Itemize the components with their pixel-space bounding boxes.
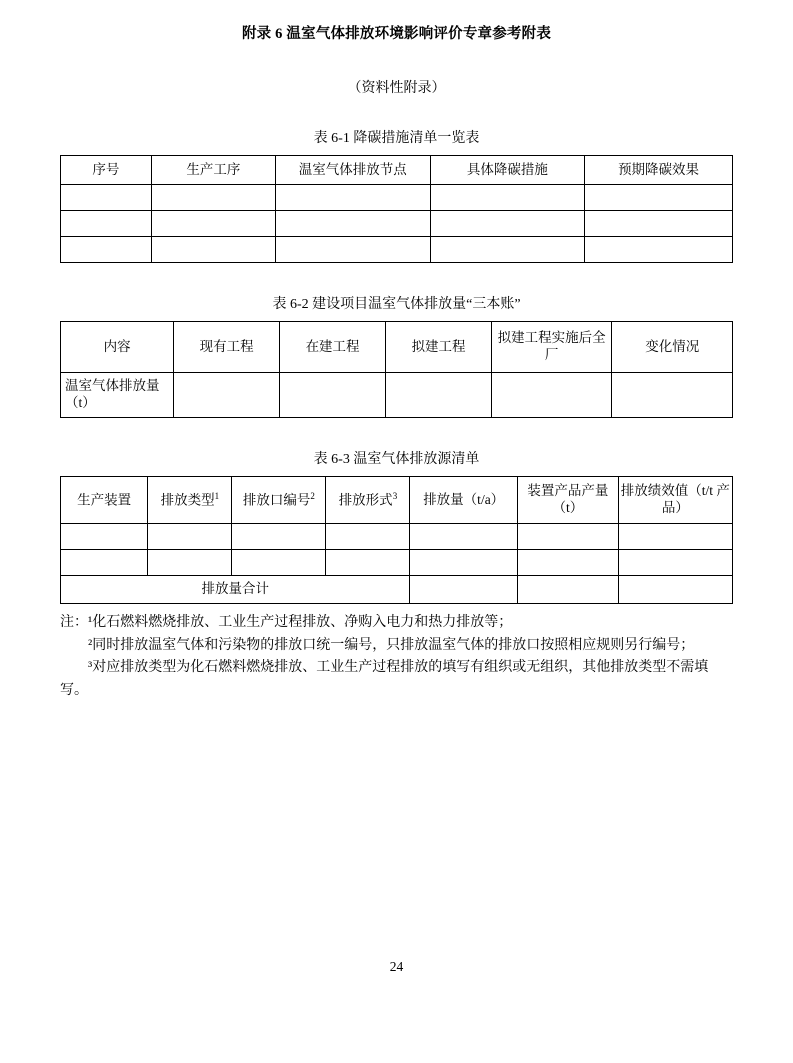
table-header-cell: 预期降碳效果 [585,156,733,185]
table-cell [585,211,733,237]
table-6-2-caption: 表 6-2 建设项目温室气体排放量“三本账” [272,297,521,312]
table-cell [410,576,518,604]
table-cell [491,373,612,418]
table-row [61,477,733,524]
table-cell [61,237,152,263]
table-header-cell: 温室气体排放节点 [276,156,431,185]
table-6-3-caption: 表 6-3 温室气体排放源清单 [313,452,480,467]
table-cell [326,550,410,576]
table-header-cell: 现有工程 [174,322,280,373]
header-text: 排放类型 [160,492,215,508]
header-text: 排放形式 [338,492,393,508]
table-cell [410,550,518,576]
header-footnote-marker: 1 [214,490,220,501]
table-cell [386,373,492,418]
table-header-cell [148,477,232,524]
table-6-2 [60,321,733,418]
table-row [61,550,733,576]
table-cell [410,524,518,550]
table-cell [618,576,732,604]
table-cell [430,211,585,237]
table-cell [517,550,618,576]
table-cell [517,524,618,550]
table-row-label: 温室气体排放量（t） [61,373,174,418]
table-row [61,185,733,211]
header-text: 生产装置 [77,492,132,508]
table-total-label: 排放量合计 [61,576,410,604]
table-cell [618,550,732,576]
table-header-cell: 序号 [61,156,152,185]
table-cell [148,550,232,576]
table-header-cell: 排放绩效值（t/t 产品） [618,477,732,524]
table-6-1 [60,155,733,263]
table-row [61,524,733,550]
footnote-3: ³对应排放类型为化石燃料燃烧排放、工业生产过程排放的填写有组织或无组织，其他排放类型不需填写。 [60,660,709,699]
table-cell [517,576,618,604]
table-6-1-caption: 表 6-1 降碳措施清单一览表 [313,131,480,146]
header-footnote-marker: 2 [310,490,315,501]
table-row [61,211,733,237]
table-cell [585,237,733,263]
table-cell [61,211,152,237]
table-header-cell: 装置产品产量（t） [517,477,618,524]
footnote-1: 注：¹化石燃料燃烧排放、工业生产过程排放、净购入电力和热力排放等； [60,615,513,630]
table-header-cell: 排放量（t/a） [410,477,518,524]
table-6-3 [60,476,733,604]
table-cell [151,237,275,263]
table-header-cell: 拟建工程 [386,322,492,373]
table-header-cell [232,477,326,524]
table-row [61,576,733,604]
table-cell [151,211,275,237]
table-cell [61,550,148,576]
table-row [61,237,733,263]
table-cell [430,237,585,263]
table-cell [276,237,431,263]
table-cell [61,185,152,211]
table-cell [232,550,326,576]
table-header-cell: 具体降碳措施 [430,156,585,185]
footnotes [60,612,733,703]
table-cell [232,524,326,550]
table-cell [585,185,733,211]
page-number: 24 [389,959,404,974]
table-row [61,156,733,185]
table-header-cell: 内容 [61,322,174,373]
table-header-cell [61,477,148,524]
table-cell [151,185,275,211]
table-header-cell: 拟建工程实施后全厂 [491,322,612,373]
document-subtitle: （资料性附录） [347,81,446,96]
table-cell [280,373,386,418]
table-header-cell: 变化情况 [612,322,733,373]
table-cell [276,185,431,211]
footnote-2: ²同时排放温室气体和污染物的排放口统一编号，只排放温室气体的排放口按照相应规则另行编号； [88,637,695,653]
table-cell [430,185,585,211]
table-cell [618,524,732,550]
table-row [61,322,733,373]
table-cell [61,524,148,550]
page-title: 附录 6 温室气体排放环境影响评价专章参考附表 [241,26,552,42]
header-footnote-marker: 3 [392,490,398,501]
table-row [61,373,733,418]
table-header-cell: 在建工程 [280,322,386,373]
table-cell [148,524,232,550]
table-cell [276,211,431,237]
header-text: 排放口编号 [242,492,311,508]
table-header-cell [326,477,410,524]
table-cell [612,373,733,418]
table-cell [174,373,280,418]
table-cell [326,524,410,550]
table-header-cell: 生产工序 [151,156,275,185]
